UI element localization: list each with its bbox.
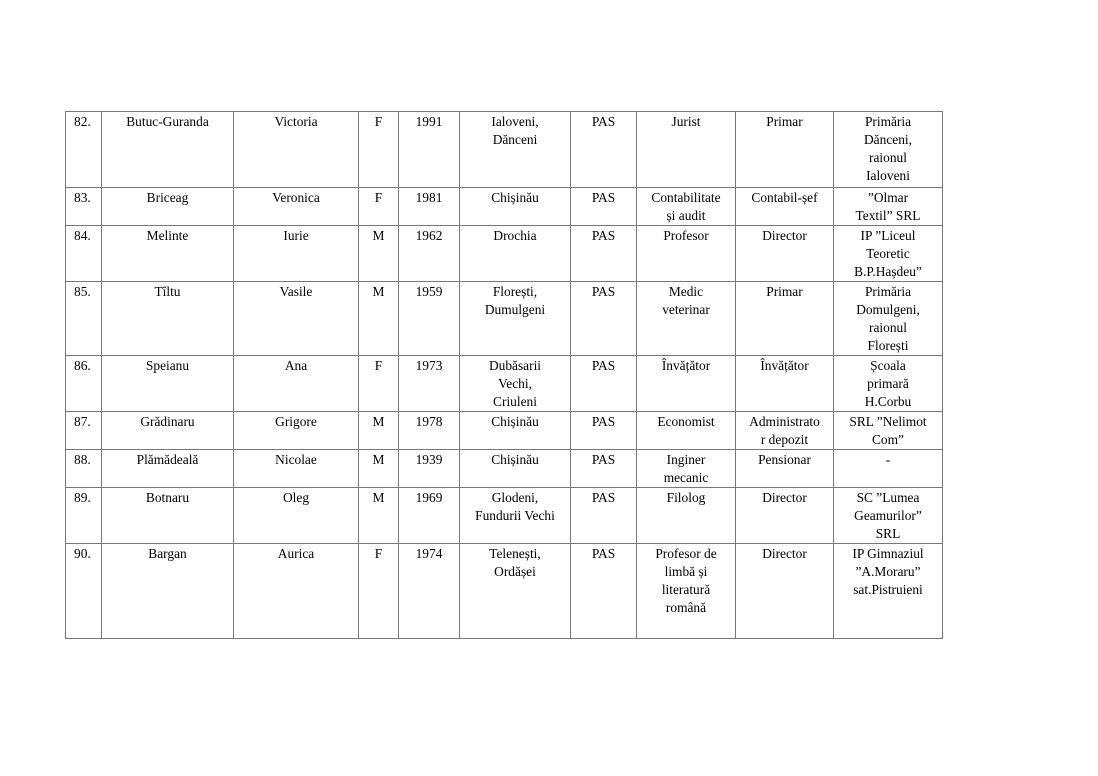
cell-birth-year: 1939 [399, 450, 460, 488]
cell-birth-year: 1974 [399, 544, 460, 639]
cell-workplace: ”Olmar Textil” SRL [834, 188, 943, 226]
cell-first-name: Grigore [234, 412, 359, 450]
cell-party: PAS [571, 356, 637, 412]
cell-position: Administrato r depozit [736, 412, 834, 450]
cell-position: Primar [736, 282, 834, 356]
cell-gender: F [359, 544, 399, 639]
cell-profession: Economist [637, 412, 736, 450]
cell-birth-year: 1978 [399, 412, 460, 450]
cell-last-name: Plămădeală [102, 450, 234, 488]
cell-gender: M [359, 412, 399, 450]
cell-first-name: Veronica [234, 188, 359, 226]
cell-birth-year: 1969 [399, 488, 460, 544]
table-row [66, 282, 943, 356]
cell-profession: Învățător [637, 356, 736, 412]
cell-party: PAS [571, 188, 637, 226]
cell-party: PAS [571, 282, 637, 356]
cell-last-name: Briceag [102, 188, 234, 226]
cell-row-number: 85. [66, 282, 102, 356]
cell-workplace: Școala primară H.Corbu [834, 356, 943, 412]
cell-profession: Contabilitate și audit [637, 188, 736, 226]
cell-workplace: IP Gimnaziul ”A.Moraru” sat.Pistruieni [834, 544, 943, 639]
table-row [66, 412, 943, 450]
cell-first-name: Nicolae [234, 450, 359, 488]
cell-row-number: 86. [66, 356, 102, 412]
cell-party: PAS [571, 226, 637, 282]
cell-profession: Medic veterinar [637, 282, 736, 356]
cell-first-name: Ana [234, 356, 359, 412]
cell-position: Director [736, 488, 834, 544]
cell-workplace: IP ”Liceul Teoretic B.P.Hașdeu” [834, 226, 943, 282]
table-row [66, 356, 943, 412]
cell-birth-year: 1962 [399, 226, 460, 282]
cell-row-number: 88. [66, 450, 102, 488]
candidates-table [65, 111, 943, 639]
cell-row-number: 89. [66, 488, 102, 544]
cell-position: Pensionar [736, 450, 834, 488]
cell-profession: Filolog [637, 488, 736, 544]
cell-locality: Telenești, Ordășei [460, 544, 571, 639]
cell-last-name: Butuc-Guranda [102, 112, 234, 188]
table-row [66, 450, 943, 488]
cell-workplace: SRL ”Nelimot Com” [834, 412, 943, 450]
cell-locality: Chișinău [460, 412, 571, 450]
cell-gender: F [359, 188, 399, 226]
cell-position: Primar [736, 112, 834, 188]
cell-gender: M [359, 226, 399, 282]
cell-locality: Dubăsarii Vechi, Criuleni [460, 356, 571, 412]
cell-last-name: Melinte [102, 226, 234, 282]
cell-row-number: 87. [66, 412, 102, 450]
cell-profession: Profesor de limbă și literatură română [637, 544, 736, 639]
cell-workplace: Primăria Domulgeni, raionul Florești [834, 282, 943, 356]
cell-workplace: Primăria Dănceni, raionul Ialoveni [834, 112, 943, 188]
cell-gender: F [359, 112, 399, 188]
cell-party: PAS [571, 488, 637, 544]
cell-locality: Chișinău [460, 450, 571, 488]
table-row [66, 544, 943, 639]
cell-locality: Ialoveni, Dănceni [460, 112, 571, 188]
cell-row-number: 83. [66, 188, 102, 226]
cell-first-name: Iurie [234, 226, 359, 282]
cell-row-number: 84. [66, 226, 102, 282]
table-row [66, 112, 943, 188]
cell-birth-year: 1973 [399, 356, 460, 412]
cell-workplace: SC ”Lumea Geamurilor” SRL [834, 488, 943, 544]
cell-gender: M [359, 488, 399, 544]
cell-party: PAS [571, 450, 637, 488]
cell-profession: Profesor [637, 226, 736, 282]
cell-locality: Drochia [460, 226, 571, 282]
cell-birth-year: 1991 [399, 112, 460, 188]
cell-row-number: 82. [66, 112, 102, 188]
cell-locality: Glodeni, Fundurii Vechi [460, 488, 571, 544]
cell-locality: Chișinău [460, 188, 571, 226]
cell-first-name: Vasile [234, 282, 359, 356]
cell-gender: M [359, 450, 399, 488]
table-row [66, 188, 943, 226]
cell-last-name: Grădinaru [102, 412, 234, 450]
cell-last-name: Speianu [102, 356, 234, 412]
cell-party: PAS [571, 544, 637, 639]
cell-last-name: Tîltu [102, 282, 234, 356]
cell-gender: M [359, 282, 399, 356]
cell-position: Director [736, 544, 834, 639]
cell-party: PAS [571, 412, 637, 450]
cell-first-name: Oleg [234, 488, 359, 544]
table-row [66, 226, 943, 282]
cell-profession: Jurist [637, 112, 736, 188]
cell-birth-year: 1981 [399, 188, 460, 226]
cell-first-name: Aurica [234, 544, 359, 639]
cell-position: Contabil-șef [736, 188, 834, 226]
cell-party: PAS [571, 112, 637, 188]
cell-last-name: Botnaru [102, 488, 234, 544]
cell-gender: F [359, 356, 399, 412]
cell-last-name: Bargan [102, 544, 234, 639]
cell-profession: Inginer mecanic [637, 450, 736, 488]
cell-position: Director [736, 226, 834, 282]
table-body [66, 112, 943, 639]
cell-row-number: 90. [66, 544, 102, 639]
cell-birth-year: 1959 [399, 282, 460, 356]
cell-locality: Florești, Dumulgeni [460, 282, 571, 356]
cell-first-name: Victoria [234, 112, 359, 188]
cell-position: Învățător [736, 356, 834, 412]
cell-workplace: - [834, 450, 943, 488]
table-row [66, 488, 943, 544]
